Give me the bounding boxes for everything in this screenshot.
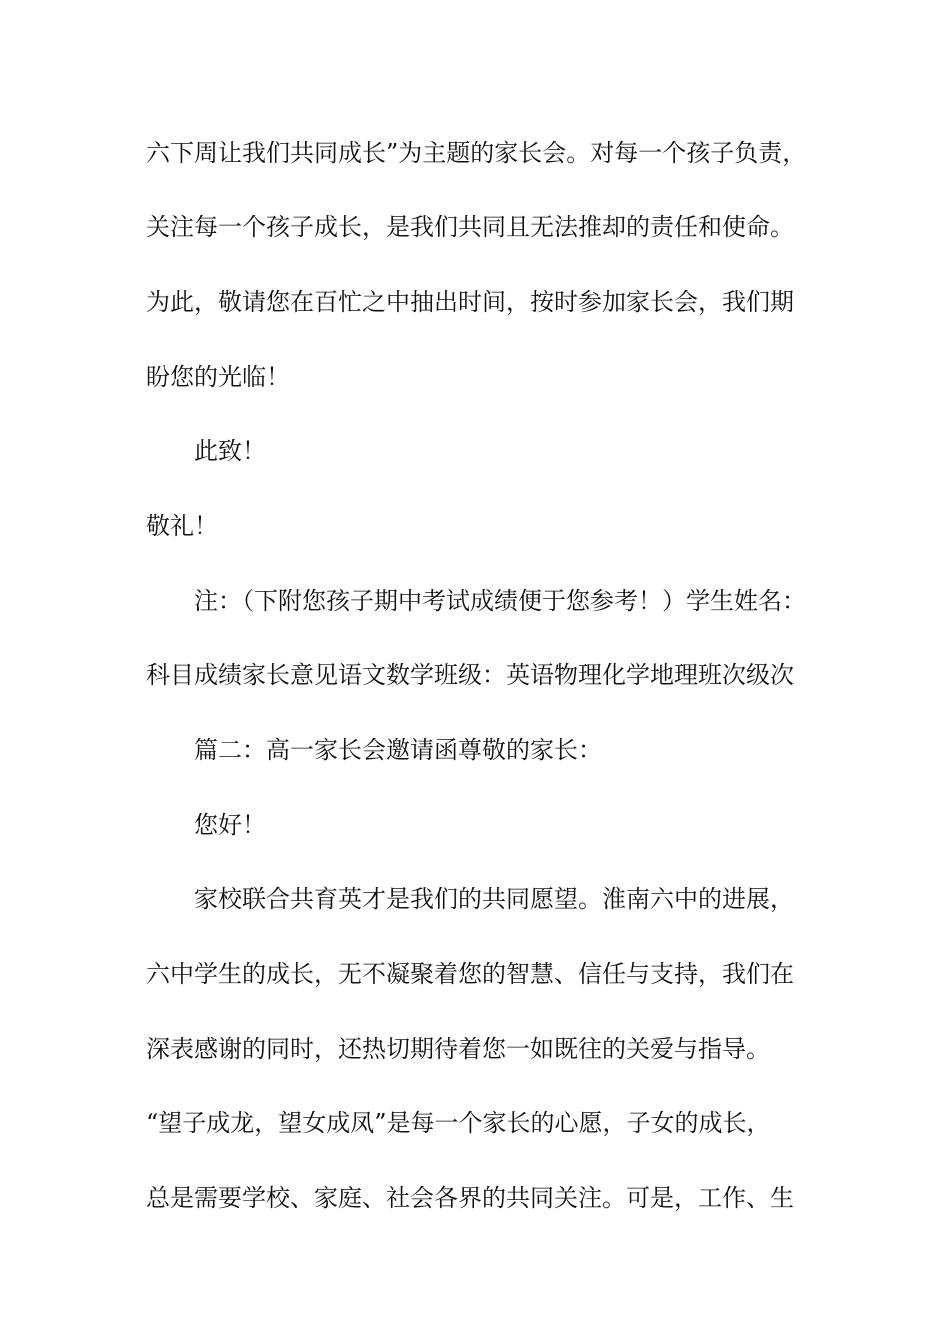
note-line: 注：（下附您孩子期中考试成绩便于您参考！）学生姓名：	[194, 587, 806, 615]
paragraph-line: 为此，敬请您在百忙之中抽出时间，按时参加家长会，我们期	[146, 288, 794, 316]
note-subjects-line: 科目成绩家长意见语文数学班级：英语物理化学地理班次级次	[146, 661, 794, 689]
paragraph-line: 总是需要学校、家庭、社会各界的共同关注。可是，工作、生	[146, 1184, 794, 1212]
paragraph-line: 家校联合共育英才是我们的共同愿望。淮南六中的进展，	[194, 885, 794, 913]
greeting-line: 您好！	[194, 811, 266, 839]
paragraph-line: 深表感谢的同时，还热切期待着您一如既往的关爱与指导。	[146, 1035, 770, 1063]
paragraph-line: 关注每一个孩子成长，是我们共同且无法推却的责任和使命。	[146, 213, 794, 241]
closing-salutation: 此致！	[194, 437, 266, 465]
paragraph-line: “望子成龙，望女成凤”是每一个家长的心愿，子女的成长，	[146, 1109, 771, 1137]
paragraph-line: 六下周让我们共同成长”为主题的家长会。对每一个孩子负责，	[146, 139, 807, 167]
section-heading: 篇二：高一家长会邀请函尊敬的家长：	[194, 736, 602, 764]
paragraph-line: 盼您的光临！	[146, 363, 290, 391]
paragraph-line: 六中学生的成长，无不凝聚着您的智慧、信任与支持，我们在	[146, 960, 794, 988]
closing-regards: 敬礼！	[146, 512, 218, 540]
